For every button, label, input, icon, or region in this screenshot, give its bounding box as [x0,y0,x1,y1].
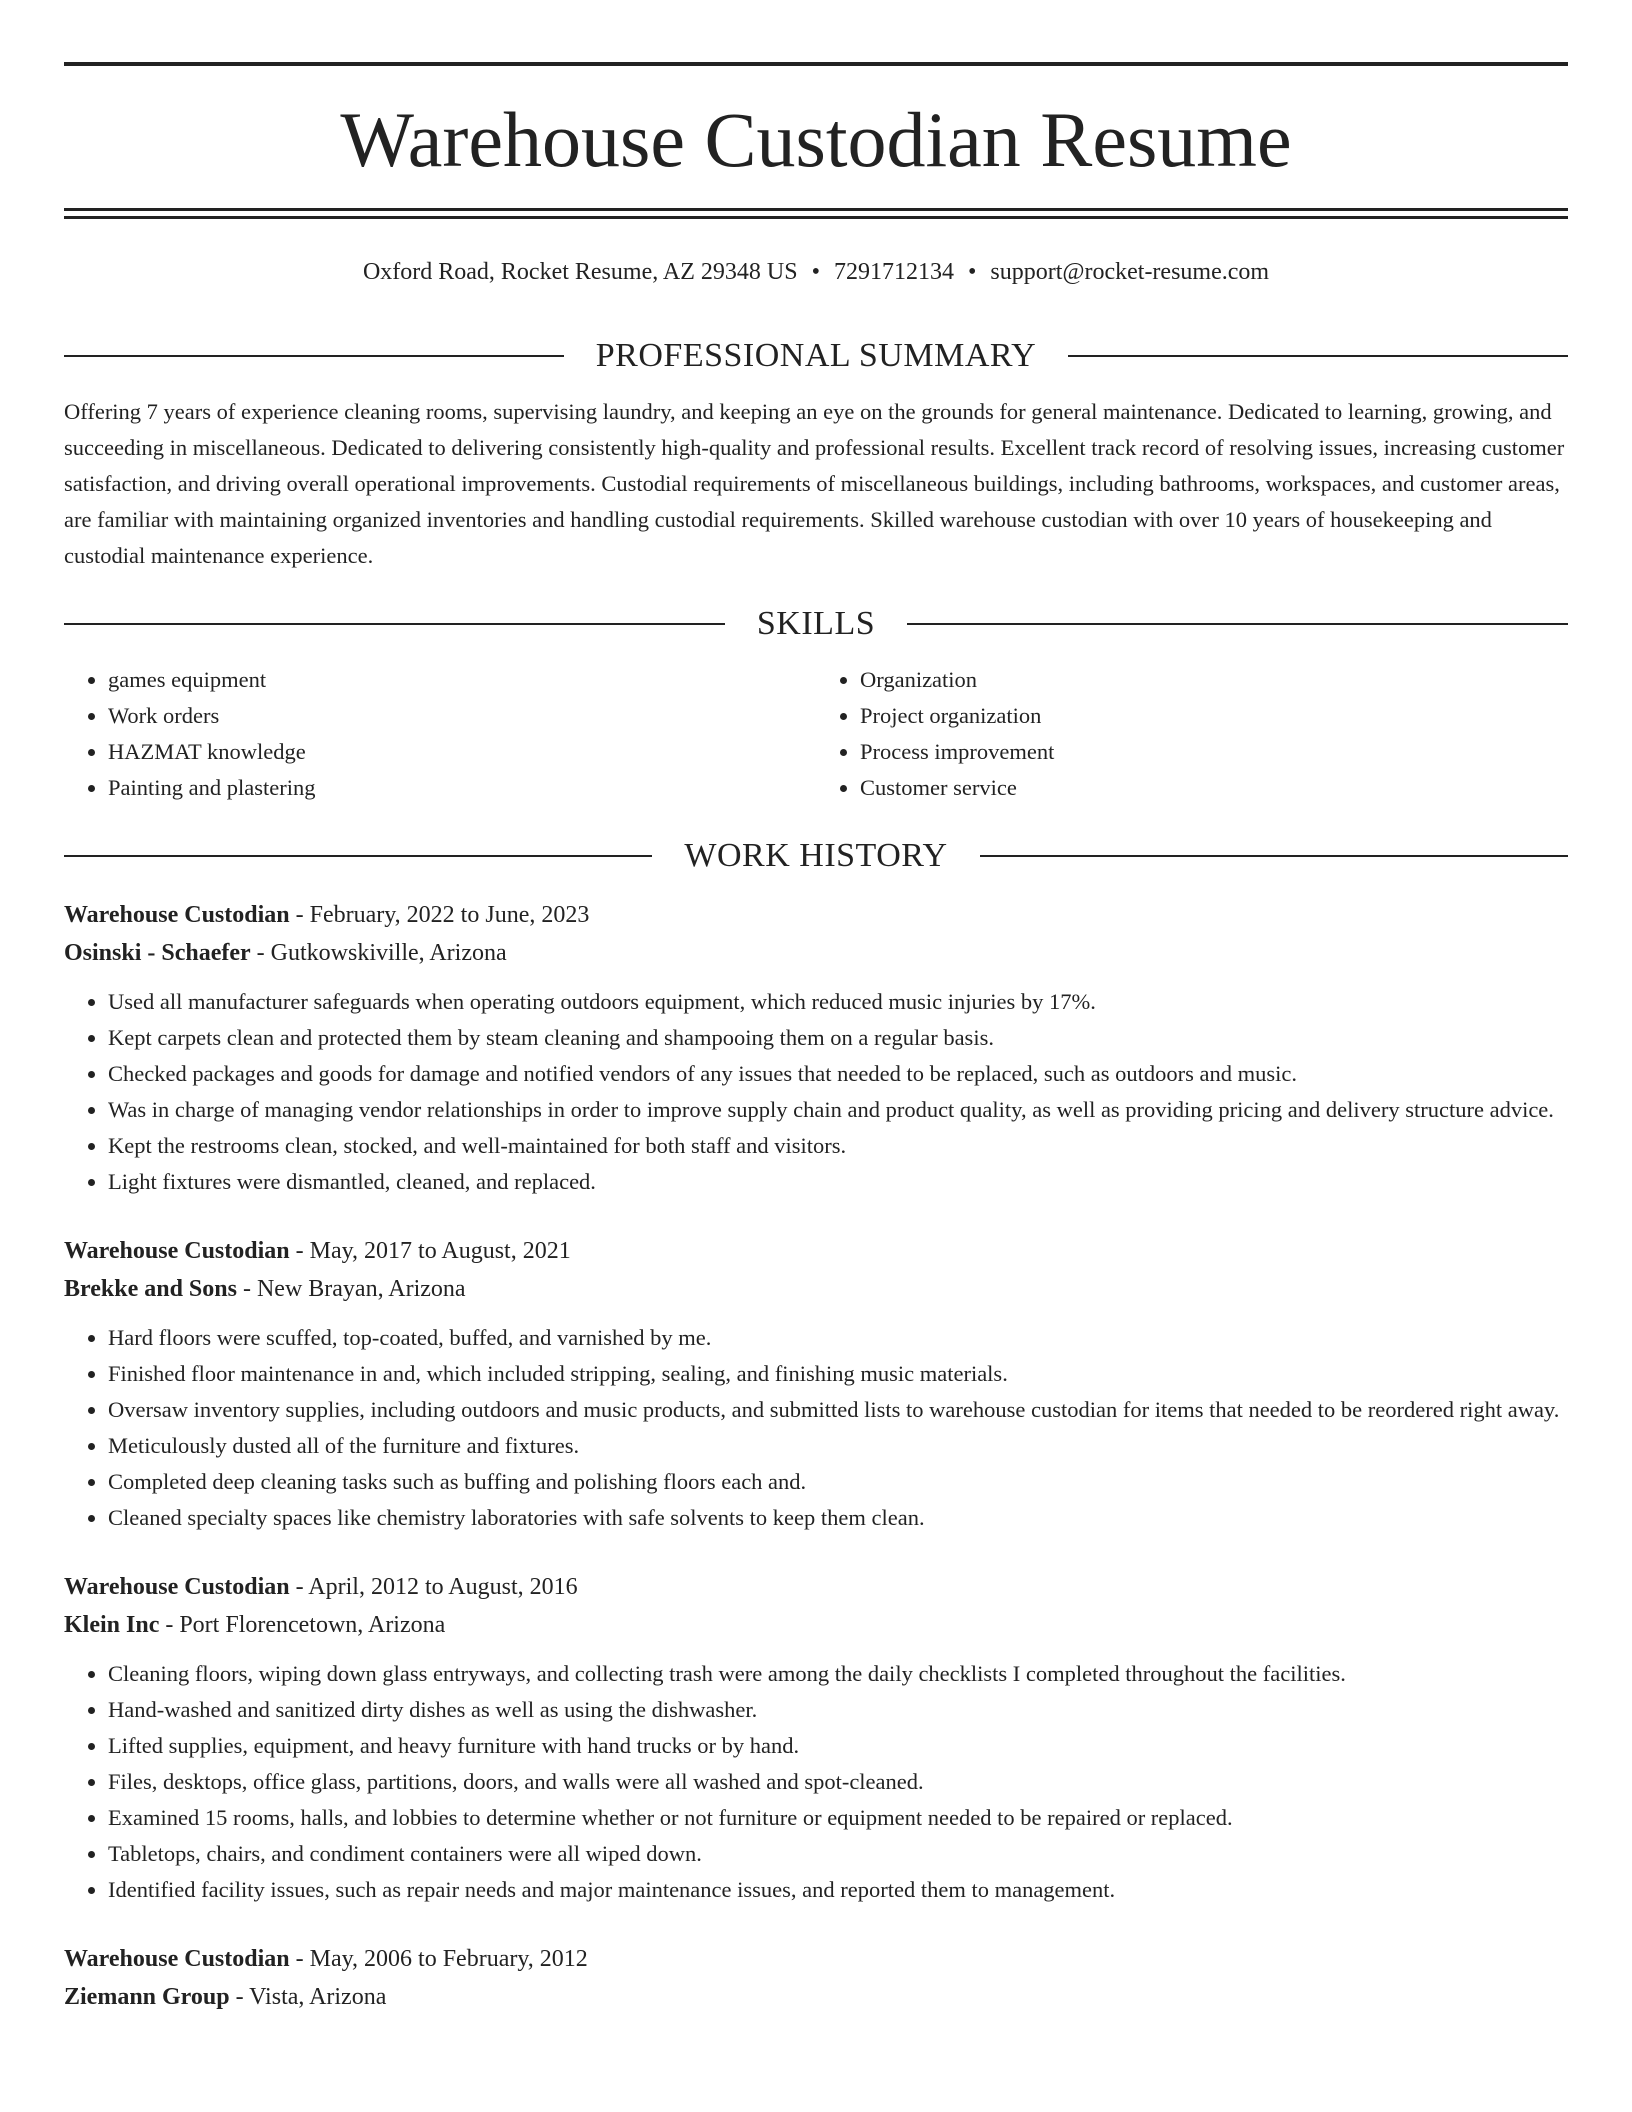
job-title-line [64,1940,1568,1978]
resume-title: Warehouse Custodian Resume [340,96,1292,183]
job-bullet: • Kept the restrooms clean, stocked, and well-maintained for both staff and visitors. [108,1128,1568,1164]
job-location: - Port Florencetown, Arizona [159,1612,446,1638]
skill-item: • HAZMAT knowledge [108,734,816,770]
job-company: Ziemann Group [64,1984,230,2010]
job-company: Klein Inc [64,1612,160,1638]
job-bullet: • Cleaning floors, wiping down glass entryways, and collecting trash were among the daily checklists I completed throughout the facilities. [108,1656,1568,1692]
skills-list-left [64,662,816,806]
job-title: Warehouse Custodian [64,1946,290,1972]
job-bullet: • Oversaw inventory supplies, including outdoors and music products, and submitted lists to warehouse custodian for items that needed to be reordered right away. [108,1392,1568,1428]
job-bullet: • Files, desktops, office glass, partitions, doors, and walls were all washed and spot-cleaned. [108,1764,1568,1800]
job-bullet: • Was in charge of managing vendor relationships in order to improve supply chain and product quality, as well as providing pricing and delivery structure advice. [108,1092,1568,1128]
job-bullet: • Used all manufacturer safeguards when operating outdoors equipment, which reduced music injuries by 17%. [108,984,1568,1020]
job-bullet: • Hand-washed and sanitized dirty dishes as well as using the dishwasher. [108,1692,1568,1728]
job-bullet: • Lifted supplies, equipment, and heavy furniture with hand trucks or by hand. [108,1728,1568,1764]
job-title: Warehouse Custodian [64,1574,290,1600]
job-title-line [64,1232,1568,1270]
job-entry [64,896,1568,1200]
job-dates: - April, 2012 to August, 2016 [289,1574,578,1600]
job-title-line [64,1568,1568,1606]
job-title-line [64,896,1568,934]
job-entry [64,1940,1568,2016]
contact-separator: • [811,259,820,285]
summary-text: Offering 7 years of experience cleaning rooms, supervising laundry, and keeping an eye on the grounds for general maintenance. Dedicated to learning, growing, and succeeding in miscellaneous. Dedicated to delivering consistently high-quality and professional results. Excellent track record of resolving issues, increasing customer satisfaction, and driving overall operational improvements. Custodial requirements of miscellaneous buildings, including bathrooms, workspaces, and customer areas, are familiar with maintaining organized inventories and handling custodial requirements. Skilled warehouse custodian with over 10 years of housekeeping and custodial maintenance experience. [64,399,1565,568]
resume-body [64,326,1568,2016]
section-heading-skills: SKILLS [756,605,876,642]
contact-email: support@rocket-resume.com [990,259,1270,285]
contact-address: Oxford Road, Rocket Resume, AZ 29348 US [362,259,798,285]
section-heading-work: WORK HISTORY [684,837,948,874]
job-company-line [64,934,1568,972]
skill-item: • Organization [860,662,1568,698]
job-bullets [64,984,1568,1200]
contact-phone: 7291712134 [833,259,954,285]
job-bullet: • Light fixtures were dismantled, cleaned, and replaced. [108,1164,1568,1200]
skill-item: • Customer service [860,770,1568,806]
work-section-header [64,826,1568,886]
job-bullet: • Identified facility issues, such as repair needs and major maintenance issues, and reported them to management. [108,1872,1568,1908]
job-dates: - May, 2017 to August, 2021 [289,1238,571,1264]
job-bullet: • Kept carpets clean and protected them by steam cleaning and shampooing them on a regular basis. [108,1020,1568,1056]
job-dates: - February, 2022 to June, 2023 [289,902,590,928]
section-rule-right [980,855,1568,857]
job-location: - Vista, Arizona [229,1984,387,2010]
job-title: Warehouse Custodian [64,1238,290,1264]
summary-section-header [64,326,1568,386]
job-bullets [64,1656,1568,1908]
job-bullet: • Examined 15 rooms, halls, and lobbies to determine whether or not furniture or equipment needed to be repaired or replaced. [108,1800,1568,1836]
job-bullets [64,1320,1568,1536]
job-entry [64,1232,1568,1536]
skills-columns [64,662,1568,806]
job-company-line [64,1270,1568,1308]
job-location: - Gutkowskiville, Arizona [250,940,507,966]
job-entry [64,1568,1568,1908]
job-bullet: • Cleaned specialty spaces like chemistry laboratories with safe solvents to keep them clean. [108,1500,1568,1536]
contact-separator: • [967,259,977,285]
job-bullet: • Checked packages and goods for damage and notified vendors of any issues that needed to be replaced, such as outdoors and music. [108,1056,1568,1092]
job-bullet: • Tabletops, chairs, and condiment containers were all wiped down. [108,1836,1568,1872]
job-bullet: • Finished floor maintenance in and, which included stripping, sealing, and finishing music materials. [108,1356,1568,1392]
top-rule [64,62,1568,66]
job-dates: - May, 2006 to February, 2012 [289,1946,588,1972]
section-rule-right [907,623,1568,625]
job-company: Osinski - Schaefer [64,940,251,966]
skills-section-header [64,594,1568,654]
contact-line [64,254,1568,290]
job-company: Brekke and Sons [64,1276,237,1302]
skills-list-right [816,662,1568,806]
job-title: Warehouse Custodian [64,902,290,928]
section-rule-left [64,855,652,857]
skill-item: • Painting and plastering [108,770,816,806]
skill-item: • Project organization [860,698,1568,734]
job-bullet: • Hard floors were scuffed, top-coated, buffed, and varnished by me. [108,1320,1568,1356]
title-rule-upper [64,208,1568,211]
section-rule-right [1068,355,1568,357]
job-bullet: • Completed deep cleaning tasks such as buffing and polishing floors each and. [108,1464,1568,1500]
skill-item: • games equipment [108,662,816,698]
section-rule-left [64,623,725,625]
job-location: - New Brayan, Arizona [236,1276,466,1302]
skill-item: • Process improvement [860,734,1568,770]
title-rule-lower [64,216,1568,219]
job-company-line [64,1978,1568,2016]
section-heading-summary: PROFESSIONAL SUMMARY [595,337,1037,374]
skill-item: • Work orders [108,698,816,734]
section-rule-left [64,355,564,357]
job-company-line [64,1606,1568,1644]
job-bullet: • Meticulously dusted all of the furniture and fixtures. [108,1428,1568,1464]
